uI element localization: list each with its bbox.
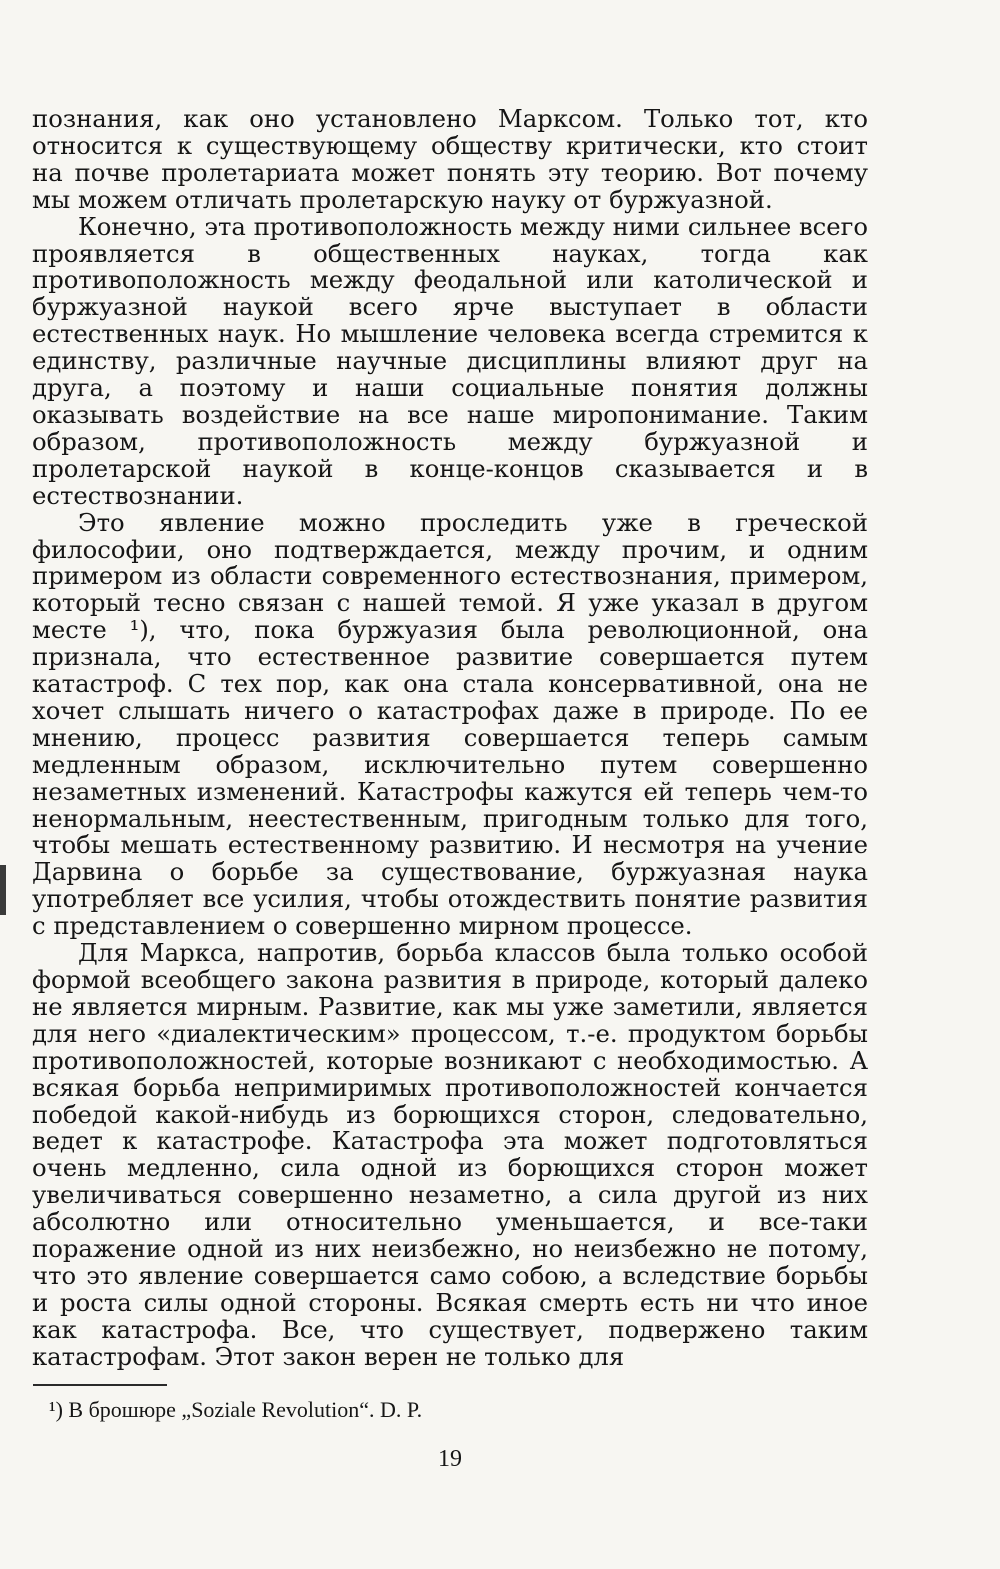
paragraph-3: Это явление можно проследить уже в греческой философии, оно подтверждается, между прочим, и одним примером из области современного естествознания, примером, который тесно связан с нашей темой. Я уже указал в другом месте ¹), что, пока буржуазия была революционной, она признала, что естественное развитие совершается путем катастроф. С тех пор, как она стала консервативной, она не хочет слышать ничего о катастрофах даже в природе. По ее мнению, процесс развития совершается теперь самым медленным образом, исключительно путем совершенно незаметных изменений. Катастрофы кажутся ей теперь чем-то ненормальным, неестественным, пригодным только для того, чтобы мешать естественному развитию. И несмотря на учение Дарвина о борьбе за существование, буржуазная наука употребляет все усилия, чтобы отождествить понятие развития с представлением о совершенно мирном процессе. [32,507,868,941]
page-body [32,106,868,1371]
footnote-divider [33,1384,167,1386]
footnote: ¹) В брошюре „Soziale Revolution“. D. P. [49,1397,423,1422]
paragraph-2: Конечно, эта противоположность между ними сильнее всего проявляется в общественных науках, тогда как противоположность между феодальной или католической и буржуазной наукой всего ярче выступает в области естественных наук. Но мышление человека всегда стремится к единству, различные научные дисциплины влияют друг на друга, а поэтому и наши социальные понятия должны оказывать воздействие на все наше миропонимание. Таким образом, противоположность между буржуазной и пролетарской наукой в конце-концов сказывается и в естествознании. [32,211,868,510]
paragraph-1: познания, как оно установлено Марксом. Только тот, кто относится к существующему обществу критически, кто стоит на почве пролетариата может понять эту теорию. Вот почему мы можем отличать пролетарскую науку от буржуазной. [32,104,868,214]
paragraph-4: Для Маркса, напротив, борьба классов была только особой формой всеобщего закона развития в природе, который далеко не является мирным. Развитие, как мы уже заметили, является для него «диалектическим» процессом, т.-е. продуктом борьбы противоположностей, которые возникают с необходимостью. А всякая борьба непримиримых противоположностей кончается победой какой-нибудь из борющихся сторон, следовательно, ведет к катастрофе. Катастрофа эта может подготовляться очень медленно, сила одной из борющихся сторон может увеличиваться совершенно незаметно, а сила другой из них абсолютно или относительно уменьшается, и все-таки поражение одной из них неизбежно, но неизбежно не потому, что это явление совершается само собою, а вследствие борьбы и роста силы одной стороны. Всякая смерть есть ни что иное как катастрофа. Все, что существует, подвержено таким катастрофам. Этот закон верен не только для [32,938,868,1371]
scan-edge-mark [0,865,6,915]
page-number: 19 [438,1446,462,1472]
